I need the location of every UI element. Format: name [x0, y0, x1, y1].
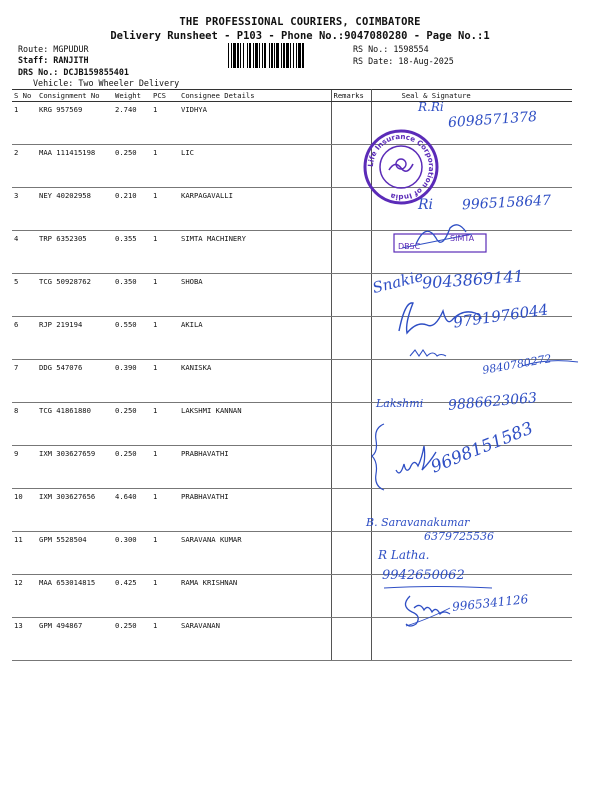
- row-consignment-no: GPM 5528504: [37, 532, 113, 575]
- sig-3-phone: 9965158647: [461, 192, 552, 214]
- row-consignment-no: MAA 653014815: [37, 575, 113, 618]
- row-weight: 0.425: [113, 575, 151, 618]
- sig-4-stamp-text: DBSC: [398, 242, 421, 251]
- row-weight: 2.740: [113, 102, 151, 145]
- row-remarks: [331, 317, 371, 360]
- sig-8-name: Lakshmi: [376, 397, 424, 410]
- row-consignee: SARAVANAN: [179, 618, 331, 661]
- row-sno: 5: [12, 274, 37, 317]
- row-consignment-no: TCG 41861880: [37, 403, 113, 446]
- row-consignee: KANISKA: [179, 360, 331, 403]
- stamp-ring-text: Life Insurance Corporation of India: [365, 131, 437, 203]
- lic-stamp: [362, 128, 440, 206]
- row-consignee: RAMA KRISHNAN: [179, 575, 331, 618]
- sig-11-name: B. Saravanakumar: [366, 516, 470, 529]
- row-sno: 2: [12, 145, 37, 188]
- company-title: THE PROFESSIONAL COURIERS, COIMBATORE: [179, 16, 421, 28]
- sig-12-phone: 9942650062: [382, 568, 465, 583]
- sig-1-name: R.Ri: [418, 100, 444, 114]
- row-weight: 0.300: [113, 532, 151, 575]
- row-pcs: 1: [151, 231, 179, 274]
- rs-date: RS Date: 18-Aug-2025: [353, 56, 454, 66]
- col-header-consignment: Consignment No: [37, 90, 113, 102]
- row-consignee: SARAVANA KUMAR: [179, 532, 331, 575]
- row-remarks: [331, 274, 371, 317]
- row-pcs: 1: [151, 489, 179, 532]
- table-row: [12, 489, 572, 532]
- sig-13-phone: 9965341126: [451, 592, 529, 614]
- row-consignment-no: TCG 50928762: [37, 274, 113, 317]
- row-weight: 0.250: [113, 403, 151, 446]
- row-consignee: VIDHYA: [179, 102, 331, 145]
- row-pcs: 1: [151, 532, 179, 575]
- row-weight: 0.390: [113, 360, 151, 403]
- row-remarks: [331, 446, 371, 489]
- row-consignee: LAKSHMI KANNAN: [179, 403, 331, 446]
- sig-13-signature: [400, 590, 456, 630]
- row-consignment-no: IXM 303627656: [37, 489, 113, 532]
- row-weight: 0.550: [113, 317, 151, 360]
- row-remarks: [331, 489, 371, 532]
- sig-3-name: Ri: [418, 197, 434, 213]
- row-consignment-no: IXM 303627659: [37, 446, 113, 489]
- row-weight: 0.250: [113, 145, 151, 188]
- sig-6-phone: 9791976044: [452, 300, 550, 332]
- row-consignee: PRABHAVATHI: [179, 489, 331, 532]
- drs-number: DRS No.: DCJB159855401: [18, 67, 129, 77]
- sig-9-bracket: [370, 422, 390, 492]
- row-pcs: 1: [151, 188, 179, 231]
- rs-number: RS No.: 1598554: [353, 44, 429, 54]
- row-pcs: 1: [151, 403, 179, 446]
- row-remarks: [331, 403, 371, 446]
- sig-10-signature: [392, 436, 438, 482]
- sig-8-phone: 9886623063: [447, 390, 538, 414]
- row-consignment-no: GPM 494867: [37, 618, 113, 661]
- row-sno: 4: [12, 231, 37, 274]
- row-weight: 0.355: [113, 231, 151, 274]
- row-sno: 12: [12, 575, 37, 618]
- row-consignment-no: TRP 6352305: [37, 231, 113, 274]
- row-sno: 8: [12, 403, 37, 446]
- col-header-weight: Weight: [113, 90, 151, 102]
- col-header-pcs: PCS: [151, 90, 179, 102]
- row-consignment-no: RJP 219194: [37, 317, 113, 360]
- row-sno: 13: [12, 618, 37, 661]
- row-pcs: 1: [151, 145, 179, 188]
- row-weight: 0.350: [113, 274, 151, 317]
- table-row: [12, 145, 572, 188]
- row-consignee: SIMTA MACHINERY: [179, 231, 331, 274]
- row-consignee: PRABHAVATHI: [179, 446, 331, 489]
- sig-5-name: Snakie: [370, 267, 426, 297]
- row-pcs: 1: [151, 618, 179, 661]
- col-header-seal-signature: Seal & Signature: [371, 90, 572, 102]
- row-sno: 6: [12, 317, 37, 360]
- barcode: [228, 43, 346, 68]
- row-sno: 1: [12, 102, 37, 145]
- table-row: [12, 618, 572, 661]
- row-weight: 0.210: [113, 188, 151, 231]
- row-consignment-no: MAA 111415198: [37, 145, 113, 188]
- row-pcs: 1: [151, 274, 179, 317]
- row-pcs: 1: [151, 360, 179, 403]
- row-consignee: AKILA: [179, 317, 331, 360]
- staff-label: Staff: RANJITH: [18, 55, 89, 65]
- row-pcs: 1: [151, 317, 179, 360]
- vehicle-label: Vehicle: Two Wheeler Delivery: [33, 78, 180, 88]
- row-consignee: SHOBA: [179, 274, 331, 317]
- row-remarks: [331, 532, 371, 575]
- row-consignee: LIC: [179, 145, 331, 188]
- sig-12-name: R Latha.: [378, 548, 430, 562]
- row-weight: 4.640: [113, 489, 151, 532]
- row-sno: 7: [12, 360, 37, 403]
- row-pcs: 1: [151, 575, 179, 618]
- row-consignment-no: DDG 547076: [37, 360, 113, 403]
- runsheet-title: Delivery Runsheet - P103 - Phone No.:9047080280 - Page No.:1: [110, 30, 490, 42]
- row-sno: 3: [12, 188, 37, 231]
- row-sno: 9: [12, 446, 37, 489]
- row-remarks: [331, 618, 371, 661]
- row-weight: 0.250: [113, 618, 151, 661]
- sig-11-phone: 6379725536: [424, 530, 494, 543]
- col-header-consignee: Consignee Details: [179, 90, 331, 102]
- col-header-sno: S No: [12, 90, 37, 102]
- row-consignment-no: NEY 40202958: [37, 188, 113, 231]
- sig-1-phone: 6098571378: [447, 108, 538, 132]
- row-pcs: 1: [151, 102, 179, 145]
- route-label: Route: MGPUDUR: [18, 44, 89, 54]
- sig-4-name: SIMTA: [450, 234, 475, 243]
- col-header-remarks: Remarks: [331, 90, 371, 102]
- row-remarks: [331, 360, 371, 403]
- sig-7-signature: [408, 346, 448, 360]
- row-sno: 10: [12, 489, 37, 532]
- row-consignment-no: KRG 957569: [37, 102, 113, 145]
- sig-5-phone: 9043869141: [421, 266, 525, 293]
- row-pcs: 1: [151, 446, 179, 489]
- row-consignee: KARPAGAVALLI: [179, 188, 331, 231]
- row-remarks: [331, 231, 371, 274]
- row-sno: 11: [12, 532, 37, 575]
- row-weight: 0.250: [113, 446, 151, 489]
- sig-9-phone: 9698151583: [428, 418, 536, 478]
- sig-7-stroke: [520, 358, 580, 370]
- table-header-row: [12, 90, 572, 102]
- row-remarks: [331, 575, 371, 618]
- sig-7-phone: 9840780272: [481, 352, 553, 377]
